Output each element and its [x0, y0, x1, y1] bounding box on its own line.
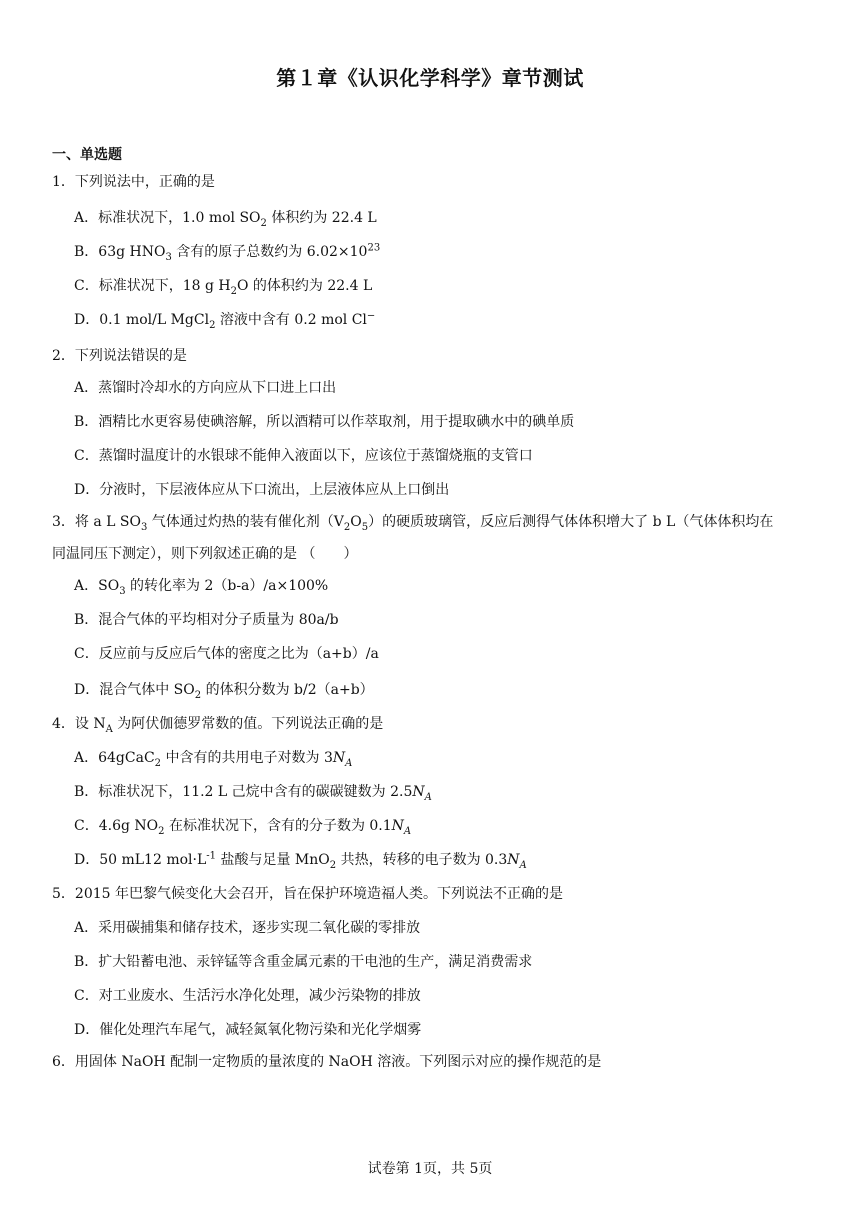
question-stem: 2．下列说法错误的是: [52, 348, 187, 364]
answer-option: C．蒸馏时温度计的水银球不能伸入液面以下，应该位于蒸馏烧瓶的支管口: [74, 448, 533, 464]
answer-option: A．64gCaC$_2$ 中含有的共用电子对数为 $3N_A$: [74, 750, 353, 769]
answer-option: C．对工业废水、生活污水净化处理，减少污染物的排放: [74, 988, 421, 1004]
answer-option: C．4.6g $NO_2$ 在标准状况下，含有的分子数为 $0.1N_A$: [74, 818, 412, 837]
answer-option: C．反应前与反应后气体的密度之比为（a+b）/a: [74, 646, 379, 662]
answer-option: D．分液时，下层液体应从下口流出，上层液体应从上口倒出: [74, 482, 450, 498]
answer-option: A．蒸馏时冷却水的方向应从下口进上口出: [74, 380, 337, 396]
question-stem: 6．用固体 NaOH 配制一定物质的量浓度的 NaOH 溶液。下列图示对应的操作规范的是: [52, 1054, 602, 1070]
page-title: 第１章《认识化学科学》章节测试: [276, 66, 584, 90]
section-heading: 一、单选题: [52, 147, 122, 163]
answer-option: B．扩大铅蓄电池、汞锌锰等含重金属元素的干电池的生产，满足消费需求: [74, 954, 533, 970]
answer-option: B．混合气体的平均相对分子质量为 80a/b: [74, 612, 339, 628]
answer-option: D．50 mL12 $mol\cdot L^{-1}$ 盐酸与足量 MnO$_2$ 共热，转移的电子数为 $0.3N_A$: [74, 850, 527, 871]
question-stem: 1．下列说法中，正确的是: [52, 174, 215, 190]
answer-option: A．$SO_3$ 的转化率为 2（b-a）/a×100%: [74, 578, 329, 597]
answer-option: A．标准状况下，1.0 mol $SO_2$ 体积约为 22.4 L: [74, 210, 377, 229]
answer-option: B．63g $HNO_3$ 含有的原子总数约为 $6.02\times 10^{23}$: [74, 242, 381, 263]
answer-option: D．混合气体中 $SO_2$ 的体积分数为 b/2（a+b）: [74, 682, 374, 701]
answer-option: C．标准状况下，18 g $H_2O$ 的体积约为 22.4 L: [74, 278, 373, 297]
question-stem: 5．2015 年巴黎气候变化大会召开，旨在保护环境造福人类。下列说法不正确的是: [52, 886, 563, 902]
question-stem: 同温同压下测定），则下列叙述正确的是 （ ）: [52, 546, 358, 562]
answer-option: D．催化处理汽车尾气，减轻氮氧化物污染和光化学烟雾: [74, 1022, 422, 1038]
page-footer: 试卷第 1页，共 5页: [367, 1161, 493, 1177]
answer-option: D．0.1 mol/L MgCl$_2$ 溶液中含有 0.2 mol Cl−: [74, 310, 376, 331]
question-stem: 4．设 $N_A$ 为阿伏伽德罗常数的值。下列说法正确的是: [52, 716, 384, 735]
answer-option: B．酒精比水更容易使碘溶解，所以酒精可以作萃取剂，用于提取碘水中的碘单质: [74, 414, 575, 430]
answer-option: B．标准状况下，11.2 L 己烷中含有的碳碳键数为 $2.5N_A$: [74, 784, 432, 803]
question-stem: 3．将 a L $SO_3$ 气体通过灼热的装有催化剂$(V_2O_5)$的硬质玻璃管，反应后测得气体体积增大了 b L（气体体积均在: [52, 514, 774, 533]
answer-option: A．采用碳捕集和储存技术，逐步实现二氧化碳的零排放: [74, 920, 421, 936]
